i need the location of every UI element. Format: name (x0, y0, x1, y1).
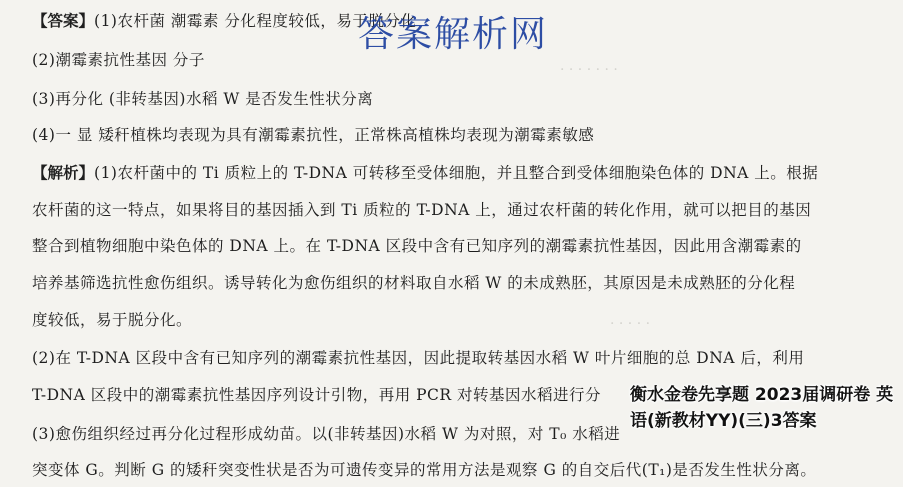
bleed-through-text: · · · · · · · (560, 62, 618, 78)
analysis-tag: 【解析】 (32, 163, 95, 182)
analysis-line-7: T-DNA 区段中的潮霉素抗性基因序列设计引物，再用 PCR 对转基因水稻进行分 (32, 386, 602, 404)
analysis-line-1 (32, 162, 893, 184)
analysis-line-2: 农杆菌的这一特点，如果将目的基因插入到 Ti 质粒的 T-DNA 上，通过农杆菌的转化作用，就可以把目的基因 (32, 201, 812, 219)
bleed-through-text: · · · · · (610, 316, 651, 332)
answer-line-3: (3)再分化 (非转基因)水稻 W 是否发生性状分离 (32, 90, 374, 108)
exam-title-overlay: 衡水金卷先享题 2023届调研卷 英语(新教材YY)(三)3答案 (630, 385, 894, 431)
analysis-text-1: (1)农杆菌中的 Ti 质粒上的 T-DNA 可转移至受体细胞，并且整合到受体细胞染色体的 DNA 上。根据 (94, 164, 819, 182)
analysis-line-5: 度较低，易于脱分化。 (32, 311, 193, 329)
answer-line-4: (4)一 显 矮秆植株均表现为具有潮霉素抗性，正常株高植株均表现为潮霉素敏感 (32, 126, 595, 144)
answer-line-2: (2)潮霉素抗性基因 分子 (32, 51, 205, 69)
answer-tag: 【答案】 (32, 11, 95, 30)
analysis-line-6: (2)在 T-DNA 区段中含有已知序列的潮霉素抗性基因，因此提取转基因水稻 W 叶片细胞的总 DNA 后，利用 (32, 349, 805, 367)
analysis-line-8: (3)愈伤组织经过再分化过程形成幼苗。以(非转基因)水稻 W 为对照，对 T₀ 水稻进 (32, 425, 621, 443)
analysis-line-4: 培养基筛选抗性愈伤组织。诱导转化为愈伤组织的材料取自水稻 W 的未成熟胚，其原因是未成熟胚的分化程 (32, 274, 796, 292)
analysis-line-9: 突变体 G。判断 G 的矮秆突变性状是否为可遗传变异的常用方法是观察 G 的自交后代(T₁)是否发生性状分离。 (32, 461, 817, 479)
analysis-line-3: 整合到植物细胞中染色体的 DNA 上。在 T-DNA 区段中含有已知序列的潮霉素抗性基因，因此用含潮霉素的 (32, 237, 802, 255)
answer-text-1: (1)农杆菌 潮霉素 分化程度较低，易于脱分化 (94, 12, 417, 30)
site-watermark: 答案解析网 (358, 14, 549, 55)
